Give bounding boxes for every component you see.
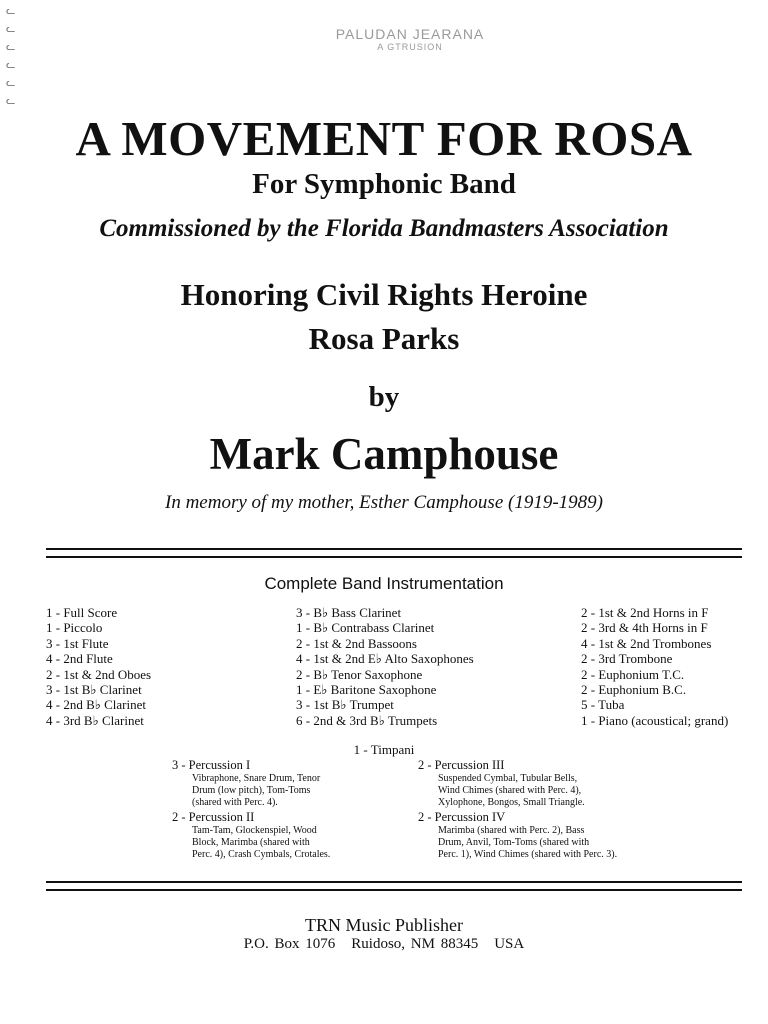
percussion-desc-line: Block, Marimba (shared with: [192, 836, 310, 848]
composer-name: Mark Camphouse: [209, 429, 559, 479]
instrument-item: 1 - B♭ Contrabass Clarinet: [296, 620, 435, 636]
instrument-item: 1 - E♭ Baritone Saxophone: [296, 682, 437, 698]
instrument-item: 3 - 1st B♭ Trumpet: [296, 697, 394, 713]
city-state-zip: Ruidoso, NM 88345: [351, 936, 479, 952]
instrumentation-heading: Complete Band Instrumentation: [264, 574, 504, 593]
publisher-name: TRN Music Publisher: [304, 915, 463, 935]
po-box: P.O. Box 1076: [243, 936, 336, 952]
percussion-desc-line: Marimba (shared with Perc. 2), Bass: [438, 824, 585, 836]
percussion-title: 2 - Percussion III: [418, 758, 505, 772]
percussion-title: 2 - Percussion II: [172, 809, 255, 824]
timpani-line: 1 - Timpani: [353, 742, 415, 757]
stamp-line-2: A GTRUSION: [377, 42, 443, 52]
publisher-address: [0, 936, 768, 953]
country: USA: [494, 936, 525, 952]
by-label: by: [368, 381, 400, 413]
instrument-item: 2 - 1st & 2nd Horns in F: [581, 605, 709, 620]
instrument-item: 2 - Euphonium T.C.: [581, 666, 685, 682]
instrument-column-2: [296, 605, 474, 728]
top-rule-1: [46, 548, 742, 550]
percussion-title: 3 - Percussion I: [172, 758, 251, 772]
instrument-item: 2 - B♭ Tenor Saxophone: [296, 666, 423, 682]
percussion-desc-line: (shared with Perc. 4).: [192, 797, 278, 809]
percussion-desc-line: Drum (low pitch), Tom-Toms: [192, 785, 311, 797]
honor-line-1: Honoring Civil Rights Heroine: [180, 277, 588, 312]
commission-line: Commissioned by the Florida Bandmasters Association: [99, 215, 669, 242]
instrument-item: 1 - Piccolo: [46, 620, 103, 636]
instrument-item: 2 - Euphonium B.C.: [581, 682, 687, 698]
instrument-item: 2 - 1st & 2nd Bassoons: [296, 635, 417, 651]
instrument-item: 6 - 2nd & 3rd B♭ Trumpets: [296, 712, 438, 728]
margin-marks: ᓚ ᓚ ᓚ ᓚ ᓚ ᓚ: [6, 4, 16, 107]
instrument-item: 4 - 3rd B♭ Clarinet: [46, 712, 144, 728]
percussion-desc-line: Perc. 1), Wind Chimes (shared with Perc. 3).: [438, 849, 618, 861]
instrument-item: 1 - Full Score: [46, 605, 118, 620]
instrument-item: 1 - Piano (acoustical; grand): [581, 712, 729, 728]
instrument-item: 3 - 1st B♭ Clarinet: [46, 682, 142, 698]
percussion-left: [172, 758, 330, 861]
percussion-desc-line: Wind Chimes (shared with Perc. 4),: [438, 785, 582, 797]
bottom-rule-1: [46, 881, 742, 883]
percussion-desc-line: Xylophone, Bongos, Small Triangle.: [438, 797, 585, 809]
instrument-item: 2 - 3rd Trombone: [581, 651, 673, 667]
instrument-item: 4 - 2nd Flute: [46, 651, 113, 667]
instrument-item: 4 - 1st & 2nd Trombones: [581, 635, 712, 651]
instrument-column-1: [46, 605, 151, 728]
percussion-desc-line: Drum, Anvil, Tom-Toms (shared with: [438, 836, 590, 848]
dedication: In memory of my mother, Esther Camphouse (1919-1989): [165, 492, 603, 513]
instrument-column-3: [581, 605, 728, 728]
piece-subtitle: For Symphonic Band: [252, 168, 516, 200]
percussion-desc-line: Suspended Cymbal, Tubular Bells,: [438, 773, 578, 784]
percussion-desc-line: Tam-Tam, Glockenspiel, Wood: [192, 824, 317, 836]
percussion-desc-line: Vibraphone, Snare Drum, Tenor: [192, 773, 321, 784]
instrument-item: 3 - 1st Flute: [46, 635, 109, 651]
piece-title: A MOVEMENT FOR ROSA: [75, 111, 693, 166]
percussion-right: [418, 758, 617, 861]
instrument-item: 2 - 3rd & 4th Horns in F: [581, 620, 708, 636]
bottom-rule-2: [46, 889, 742, 891]
stamp-line-1: PALUDAN JEARANA: [335, 26, 485, 42]
percussion-desc-line: Perc. 4), Crash Cymbals, Crotales.: [192, 849, 331, 861]
instrument-item: 4 - 2nd B♭ Clarinet: [46, 697, 147, 713]
instrument-item: 3 - B♭ Bass Clarinet: [296, 605, 402, 620]
library-stamp: [0, 26, 768, 52]
instrument-item: 4 - 1st & 2nd E♭ Alto Saxophones: [296, 651, 474, 667]
instrument-item: 5 - Tuba: [581, 697, 625, 713]
instrument-item: 2 - 1st & 2nd Oboes: [46, 666, 152, 682]
honor-line-2: Rosa Parks: [308, 321, 460, 356]
top-rule-2: [46, 556, 742, 558]
percussion-title: 2 - Percussion IV: [418, 809, 506, 824]
